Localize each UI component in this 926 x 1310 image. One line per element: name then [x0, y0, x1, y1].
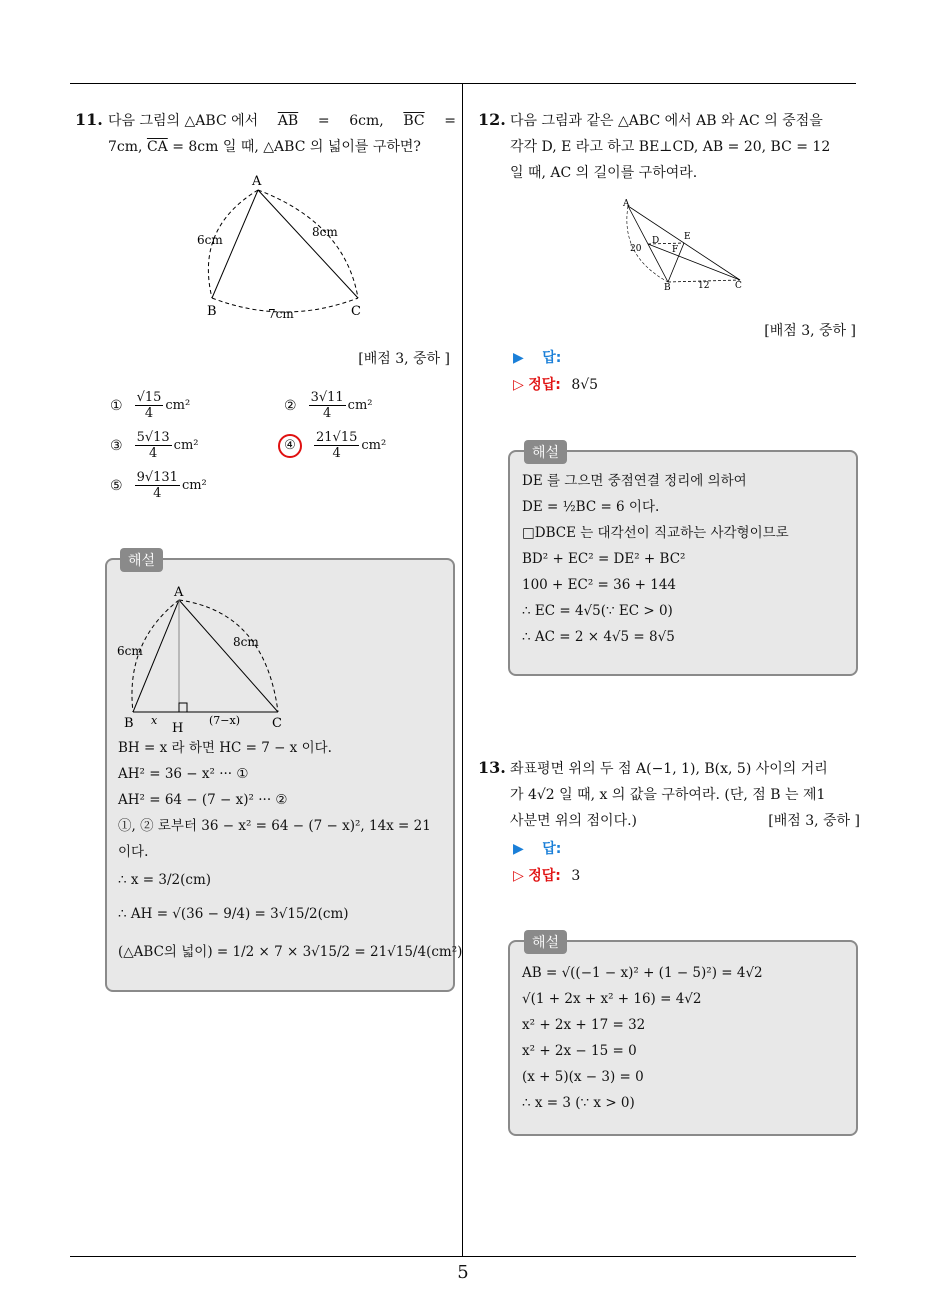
q12-fig-label-a: A: [623, 199, 630, 209]
q13-solution-line-3: x² + 2x + 17 = 32: [522, 1017, 646, 1033]
q11-fig-label-c: C: [351, 304, 361, 319]
page-number: 5: [457, 1262, 469, 1283]
q12-fig-label-ab: 20: [630, 244, 642, 254]
q11-fig-label-ca: 8cm: [312, 225, 338, 239]
q11-choice-4-correct[interactable]: ④ $\frac{21√15}{4}$ cm²: [282, 430, 386, 461]
q11-choice-2[interactable]: ② $\frac{3√11}{4}$ cm²: [284, 390, 373, 421]
top-rule: [70, 83, 856, 84]
q12-solution-line-5: 100 + EC² = 36 + 144: [522, 577, 676, 593]
q11-sol-label-ab: 6cm: [117, 644, 143, 658]
q11-fig-label-bc: 7cm: [268, 307, 294, 321]
q11-sol-label-a: A: [174, 585, 184, 600]
q12-fig-label-c: C: [735, 281, 742, 291]
correct-answer-circle: ④: [278, 434, 302, 458]
outline-triangle-icon: ▷: [513, 868, 524, 884]
q11-sol-label-b: B: [124, 716, 134, 731]
q11-question: 다음 그림의 △ABC 에서 $\overline{AB}$ = 6cm, $\overline{BC}$ = 7cm, $\overline{CA} = 8cm$ 일 때, △ABC 의 넓이를 구하면?: [108, 113, 456, 155]
play-icon: ▶: [513, 841, 524, 857]
q11-fig-label-a: A: [252, 174, 262, 189]
q11-solution-line-7: ∴ AH = √(36 − 9/4) = 3√15/2(cm): [118, 906, 349, 922]
q12-figure: [618, 196, 748, 292]
q12-solution-line-7: ∴ AC = 2 × 4√5 = 8√5: [522, 629, 675, 645]
q11-choice-1[interactable]: ① $\frac{√15}{4}$ cm²: [110, 390, 191, 421]
q13-solution-line-1: AB = √((−1 − x)² + (1 − 5)²) = 4√2: [522, 965, 763, 981]
q12-correct-row: ▷ 정답: 8√5: [513, 377, 599, 393]
q12-solution-line-1: DE 를 그으면 중점연결 정리에 의하여: [522, 473, 747, 489]
q13-solution-line-6: ∴ x = 3 (∵ x > 0): [522, 1095, 635, 1111]
q13-question: 좌표평면 위의 두 점 A(−1, 1), B(x, 5) 사이의 거리 가 4√2 일 때, x 의 값을 구하여라. (단, 점 B 는 제1 사분면 위의 점이다.) [배점 3, 중하 ]: [510, 756, 860, 834]
q13-answer-row: ▶ 답:: [513, 841, 562, 857]
q11-solution-line-5: 이다.: [118, 844, 149, 860]
q12-answer-row: ▶ 답:: [513, 350, 562, 366]
q11-solution-figure: [115, 582, 295, 734]
q11-sol-label-ca: 8cm: [233, 635, 259, 649]
q12-number: 12.: [478, 110, 506, 129]
q13-number: 13.: [478, 758, 506, 777]
q11-number: 11.: [75, 110, 103, 129]
q13-correct-row: ▷ 정답: 3: [513, 868, 581, 884]
q12-fig-label-b: B: [664, 283, 671, 292]
q12-solution-tag: 해설: [524, 440, 567, 464]
q12-meta: [배점 3, 중하 ]: [764, 323, 856, 339]
column-divider: [462, 84, 463, 1256]
q11-solution-tag: 해설: [120, 548, 163, 572]
q12-fig-label-d: D: [652, 236, 660, 246]
q11-solution-line-2: AH² = 36 − x² ··· ①: [118, 766, 249, 782]
q12-solution-line-4: BD² + EC² = DE² + BC²: [522, 551, 686, 567]
q11-fig-label-b: B: [207, 304, 217, 319]
q11-solution-line-6: ∴ x = 3/2(cm): [118, 872, 212, 888]
q11-solution-line-3: AH² = 64 − (7 − x)² ··· ②: [118, 792, 288, 808]
q13-solution-line-5: (x + 5)(x − 3) = 0: [522, 1069, 644, 1085]
q12-solution-line-3: □DBCE 는 대각선이 직교하는 사각형이므로: [522, 525, 789, 541]
q13-solution-line-4: x² + 2x − 15 = 0: [522, 1043, 637, 1059]
q11-choice-5[interactable]: ⑤ $\frac{9√131}{4}$ cm²: [110, 470, 207, 501]
q11-sol-label-c: C: [272, 716, 282, 731]
q11-fig-label-ab: 6cm: [197, 233, 223, 247]
q13-solution-tag: 해설: [524, 930, 567, 954]
q13-solution-line-2: √(1 + 2x + x² + 16) = 4√2: [522, 991, 702, 1007]
q11-sol-label-h: H: [172, 721, 184, 734]
q12-fig-label-bc: 12: [698, 281, 710, 291]
q11-solution-line-1: BH = x 라 하면 HC = 7 − x 이다.: [118, 740, 332, 756]
q12-question: 다음 그림과 같은 △ABC 에서 AB 와 AC 의 중점을 각각 D, E 라고 하고 BE⊥CD, AB = 20, BC = 12 일 때, AC 의 길이를 구하여라.: [510, 113, 831, 181]
q11-solution-line-8: (△ABC의 넓이) = 1/2 × 7 × 3√15/2 = 21√15/4(cm²): [118, 944, 463, 960]
q11-sol-label-x: x: [151, 714, 158, 727]
q11-choice-3[interactable]: ③ $\frac{5√13}{4}$ cm²: [110, 430, 199, 461]
q11-sol-label-rest: (7−x): [209, 714, 241, 727]
q12-fig-label-f: F: [672, 245, 679, 255]
outline-triangle-icon: ▷: [513, 377, 524, 393]
q11-figure: [180, 168, 380, 328]
q12-fig-label-e: E: [684, 232, 691, 242]
q11-solution-line-4: ①, ② 로부터 36 − x² = 64 − (7 − x)², 14x = 21: [118, 818, 431, 834]
q12-solution-line-6: ∴ EC = 4√5(∵ EC > 0): [522, 603, 673, 619]
q13-meta: [배점 3, 중하 ]: [768, 813, 860, 829]
play-icon: ▶: [513, 350, 524, 366]
q11-meta: [배점 3, 중하 ]: [358, 351, 450, 367]
q12-solution-line-2: DE = ½BC = 6 이다.: [522, 499, 660, 515]
bottom-rule: [70, 1256, 856, 1257]
